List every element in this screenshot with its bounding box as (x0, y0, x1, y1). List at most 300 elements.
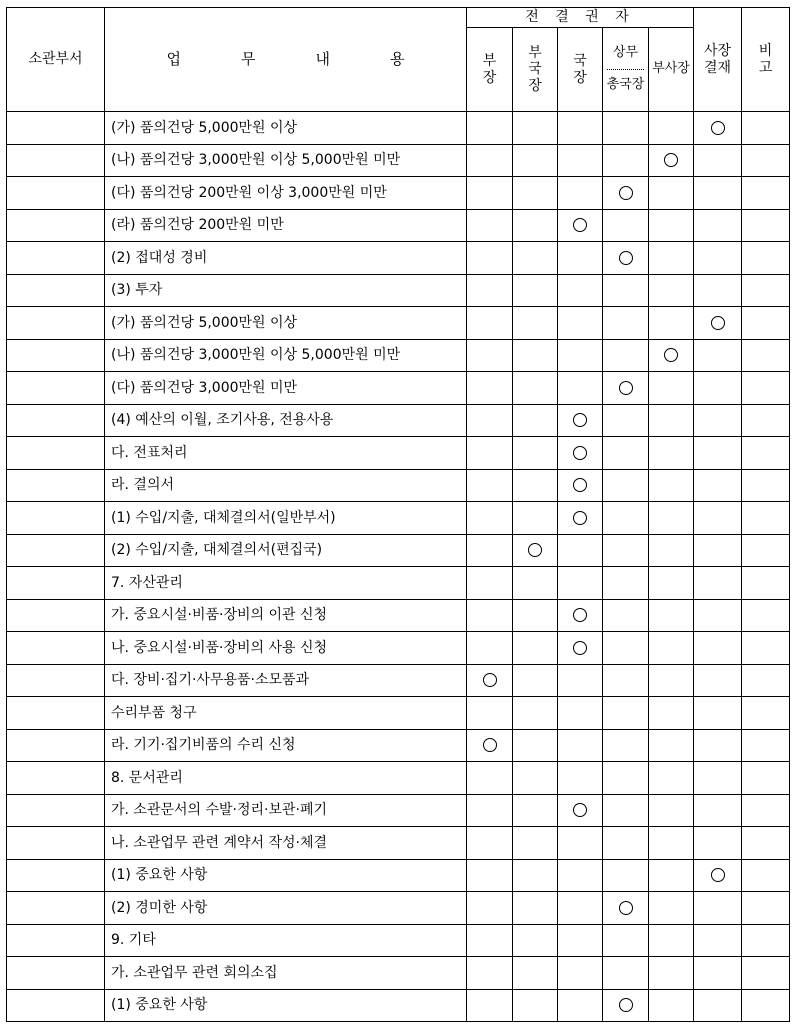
task-content: 7. 자산관리 (105, 567, 467, 600)
approval-cell (467, 989, 513, 1022)
task-content: (나) 품의건당 3,000만원 이상 5,000만원 미만 (105, 144, 467, 177)
task-content: (1) 중요한 사항 (105, 989, 467, 1022)
approval-mark-icon (711, 121, 725, 135)
table-row (7, 112, 790, 145)
approval-cell (603, 989, 649, 1022)
approval-cell (603, 794, 649, 827)
task-content: 라. 기기·집기비품의 수리 신청 (105, 729, 467, 762)
approval-cell (467, 794, 513, 827)
task-content: (2) 수입/지출, 대체결의서(편집국) (105, 534, 467, 567)
header-line: 부 (482, 53, 497, 70)
approval-cell (694, 274, 742, 307)
approval-cell (603, 372, 649, 405)
approval-mark-icon (483, 673, 497, 687)
table-row (7, 502, 790, 535)
approval-mark-icon (664, 348, 678, 362)
approval-cell (694, 827, 742, 860)
approval-cell (467, 307, 513, 340)
approval-cell (742, 697, 790, 730)
dept-cell (7, 697, 105, 730)
approval-cell (467, 242, 513, 275)
approval-cell (603, 502, 649, 535)
task-content: 9. 기타 (105, 924, 467, 957)
table-row (7, 534, 790, 567)
header-line: 국 (528, 61, 542, 78)
dept-cell (7, 209, 105, 242)
approval-cell (513, 534, 558, 567)
approval-cell (694, 372, 742, 405)
approval-cell (649, 924, 694, 957)
approval-cell (603, 697, 649, 730)
approval-mark-icon (711, 868, 725, 882)
approval-cell (513, 177, 558, 210)
approval-mark-icon (711, 316, 725, 330)
approval-cell (558, 144, 603, 177)
approval-cell (694, 242, 742, 275)
dept-cell (7, 112, 105, 145)
approval-cell (649, 534, 694, 567)
dept-cell (7, 827, 105, 860)
approval-mark-icon (528, 543, 542, 557)
dept-cell (7, 957, 105, 990)
approval-cell (649, 242, 694, 275)
approval-cell (649, 339, 694, 372)
table-row (7, 892, 790, 925)
table-row (7, 924, 790, 957)
approval-cell (558, 274, 603, 307)
header-remarks-line: 비 (758, 43, 773, 60)
table-row (7, 632, 790, 665)
task-content: 라. 결의서 (105, 469, 467, 502)
approval-cell (513, 697, 558, 730)
task-content: (다) 품의건당 200만원 이상 3,000만원 미만 (105, 177, 467, 210)
approval-cell (694, 144, 742, 177)
dept-cell (7, 307, 105, 340)
approval-cell (742, 274, 790, 307)
task-content: (2) 경미한 사항 (105, 892, 467, 925)
header-line: 국 (573, 53, 587, 70)
dept-cell (7, 404, 105, 437)
approval-cell (694, 599, 742, 632)
header-line: 장 (528, 77, 542, 94)
dept-cell (7, 372, 105, 405)
approval-cell (742, 957, 790, 990)
approval-cell (558, 859, 603, 892)
task-content: (3) 투자 (105, 274, 467, 307)
table-row (7, 469, 790, 502)
approval-cell (467, 664, 513, 697)
task-content: (나) 품의건당 3,000만원 이상 5,000만원 미만 (105, 339, 467, 372)
approval-cell (603, 827, 649, 860)
approval-cell (558, 989, 603, 1022)
approval-cell (513, 502, 558, 535)
dept-cell (7, 599, 105, 632)
approval-mark-icon (573, 413, 587, 427)
approval-cell (467, 859, 513, 892)
approval-cell (694, 469, 742, 502)
task-content: 수리부품 청구 (105, 697, 467, 730)
header-busajang: 부사장 (649, 28, 694, 112)
header-remarks (742, 8, 790, 112)
approval-cell (513, 892, 558, 925)
dept-cell (7, 794, 105, 827)
approval-cell (558, 339, 603, 372)
approval-cell (649, 664, 694, 697)
table-row (7, 697, 790, 730)
approval-cell (558, 794, 603, 827)
table-row (7, 957, 790, 990)
dept-cell (7, 664, 105, 697)
task-content: 나. 소관업무 관련 계약서 작성·체결 (105, 827, 467, 860)
approval-cell (513, 664, 558, 697)
approval-mark-icon (573, 478, 587, 492)
approval-cell (513, 112, 558, 145)
task-content: (다) 품의건당 3,000만원 미만 (105, 372, 467, 405)
approval-cell (603, 664, 649, 697)
approval-cell (742, 144, 790, 177)
approval-cell (513, 794, 558, 827)
approval-cell (558, 502, 603, 535)
dept-cell (7, 892, 105, 925)
table-row (7, 762, 790, 795)
approval-cell (694, 794, 742, 827)
approval-cell (467, 632, 513, 665)
approval-cell (742, 599, 790, 632)
header-content-char: 용 (390, 49, 405, 68)
approval-cell (694, 112, 742, 145)
approval-cell (694, 209, 742, 242)
approval-cell (558, 469, 603, 502)
approval-cell (603, 859, 649, 892)
approval-cell (742, 567, 790, 600)
approval-cell (513, 144, 558, 177)
approval-cell (742, 209, 790, 242)
dept-cell (7, 144, 105, 177)
approval-cell (558, 437, 603, 470)
approval-cell (742, 339, 790, 372)
approval-cell (467, 957, 513, 990)
task-content: 다. 전표처리 (105, 437, 467, 470)
approval-cell (513, 632, 558, 665)
task-content: (1) 수입/지출, 대체결의서(일반부서) (105, 502, 467, 535)
task-content: (가) 품의건당 5,000만원 이상 (105, 112, 467, 145)
approval-mark-icon (573, 446, 587, 460)
approval-cell (694, 762, 742, 795)
header-bujang (467, 28, 513, 112)
approval-cell (603, 339, 649, 372)
approval-cell (694, 567, 742, 600)
dept-cell (7, 437, 105, 470)
approval-cell (649, 469, 694, 502)
approval-cell (742, 437, 790, 470)
header-content-char: 무 (241, 49, 256, 68)
approval-cell (603, 209, 649, 242)
header-line: 장 (482, 69, 497, 86)
header-line: 부 (528, 45, 542, 62)
approval-cell (558, 567, 603, 600)
task-content: 다. 장비·집기·사무용품·소모품과 (105, 664, 467, 697)
task-content: (1) 중요한 사항 (105, 859, 467, 892)
approval-cell (603, 892, 649, 925)
table-row (7, 567, 790, 600)
approval-cell (467, 567, 513, 600)
header-president-line: 사장 (704, 43, 732, 60)
approval-mark-icon (573, 218, 587, 232)
approval-cell (558, 892, 603, 925)
approval-cell (603, 144, 649, 177)
approval-cell (467, 697, 513, 730)
approval-cell (603, 729, 649, 762)
approval-cell (467, 209, 513, 242)
approval-cell (467, 729, 513, 762)
approval-cell (694, 177, 742, 210)
approval-cell (513, 307, 558, 340)
approval-mark-icon (573, 803, 587, 817)
approval-cell (558, 664, 603, 697)
table-row (7, 827, 790, 860)
approval-cell (467, 112, 513, 145)
approval-cell (558, 534, 603, 567)
approval-cell (742, 112, 790, 145)
approval-cell (467, 404, 513, 437)
approval-cell (603, 469, 649, 502)
header-dept: 소관부서 (7, 8, 105, 112)
approval-cell (513, 372, 558, 405)
approval-cell (742, 177, 790, 210)
approval-cell (603, 307, 649, 340)
approval-mark-icon (664, 153, 678, 167)
approval-cell (742, 762, 790, 795)
dept-cell (7, 339, 105, 372)
approval-cell (603, 274, 649, 307)
approval-cell (694, 892, 742, 925)
approval-cell (513, 209, 558, 242)
approval-cell (558, 827, 603, 860)
approval-cell (513, 242, 558, 275)
approval-cell (467, 502, 513, 535)
approval-mark-icon (619, 998, 633, 1012)
task-content: 가. 소관업무 관련 회의소집 (105, 957, 467, 990)
approval-cell (467, 469, 513, 502)
header-content-char: 내 (315, 49, 330, 68)
approval-cell (603, 924, 649, 957)
approval-mark-icon (573, 608, 587, 622)
approval-cell (558, 697, 603, 730)
approval-cell (694, 859, 742, 892)
approval-cell (558, 924, 603, 957)
approval-cell (649, 437, 694, 470)
approval-cell (513, 859, 558, 892)
approval-cell (603, 567, 649, 600)
approval-cell (742, 729, 790, 762)
approval-cell (558, 762, 603, 795)
approval-mark-icon (573, 511, 587, 525)
dept-cell (7, 989, 105, 1022)
table-body (7, 112, 790, 1022)
approval-cell (742, 632, 790, 665)
approval-cell (513, 469, 558, 502)
approval-cell (558, 177, 603, 210)
approval-cell (603, 404, 649, 437)
table-row (7, 177, 790, 210)
approval-cell (467, 437, 513, 470)
dept-cell (7, 632, 105, 665)
approval-cell (742, 989, 790, 1022)
approval-cell (742, 859, 790, 892)
approval-cell (513, 729, 558, 762)
dept-cell (7, 469, 105, 502)
approval-cell (558, 372, 603, 405)
approval-mark-icon (619, 251, 633, 265)
approval-cell (742, 307, 790, 340)
approval-cell (694, 729, 742, 762)
approval-cell (603, 112, 649, 145)
task-content: 나. 중요시설·비품·장비의 사용 신청 (105, 632, 467, 665)
approval-cell (649, 794, 694, 827)
table-row (7, 729, 790, 762)
approval-cell (558, 729, 603, 762)
approval-cell (694, 502, 742, 535)
table-row (7, 404, 790, 437)
header-sangmu-bottom: 총국장 (606, 77, 645, 92)
approval-cell (467, 177, 513, 210)
approval-cell (649, 989, 694, 1022)
approval-cell (742, 534, 790, 567)
approval-cell (694, 924, 742, 957)
header-approver-group: 전 결 권 자 (467, 8, 694, 28)
approval-cell (558, 404, 603, 437)
approval-cell (649, 957, 694, 990)
approval-cell (694, 989, 742, 1022)
header-president-line: 결재 (704, 59, 732, 76)
dept-cell (7, 177, 105, 210)
table-row (7, 437, 790, 470)
table-row (7, 242, 790, 275)
approval-cell (467, 599, 513, 632)
approval-cell (513, 599, 558, 632)
approval-cell (694, 957, 742, 990)
header-content (105, 8, 467, 112)
approval-cell (649, 209, 694, 242)
approval-cell (467, 372, 513, 405)
approval-cell (694, 697, 742, 730)
table-row (7, 989, 790, 1022)
dept-cell (7, 859, 105, 892)
approval-cell (467, 274, 513, 307)
approval-cell (467, 827, 513, 860)
table-row (7, 274, 790, 307)
task-content: (4) 예산의 이월, 조기사용, 전용사용 (105, 404, 467, 437)
header-bugukjang (513, 28, 558, 112)
approval-mark-icon (483, 738, 497, 752)
approval-cell (603, 242, 649, 275)
approval-cell (649, 404, 694, 437)
approval-cell (558, 307, 603, 340)
table-row (7, 307, 790, 340)
approval-cell (649, 372, 694, 405)
header-gukjang (558, 28, 603, 112)
approval-cell (467, 339, 513, 372)
approval-cell (742, 404, 790, 437)
approval-cell (649, 567, 694, 600)
approval-cell (694, 339, 742, 372)
table-row (7, 664, 790, 697)
approval-mark-icon (619, 186, 633, 200)
approval-cell (649, 632, 694, 665)
approval-cell (742, 664, 790, 697)
table-row (7, 599, 790, 632)
approval-cell (694, 632, 742, 665)
approval-cell (558, 632, 603, 665)
approval-cell (513, 989, 558, 1022)
approval-cell (742, 827, 790, 860)
dept-cell (7, 762, 105, 795)
approval-cell (603, 534, 649, 567)
approval-cell (513, 957, 558, 990)
approval-cell (603, 437, 649, 470)
approval-cell (603, 957, 649, 990)
approval-cell (558, 112, 603, 145)
dept-cell (7, 242, 105, 275)
approval-cell (649, 307, 694, 340)
approval-cell (513, 762, 558, 795)
approval-cell (603, 177, 649, 210)
approval-cell (513, 274, 558, 307)
approval-cell (742, 372, 790, 405)
approval-cell (649, 112, 694, 145)
approval-cell (649, 502, 694, 535)
header-content-char: 업 (166, 49, 181, 68)
approval-mark-icon (619, 381, 633, 395)
approval-cell (649, 697, 694, 730)
task-content: (라) 품의건당 200만원 미만 (105, 209, 467, 242)
approval-cell (649, 177, 694, 210)
approval-cell (467, 892, 513, 925)
approval-cell (742, 469, 790, 502)
approval-cell (558, 242, 603, 275)
table-row (7, 339, 790, 372)
header-remarks-line: 고 (758, 59, 773, 76)
approval-cell (513, 924, 558, 957)
approval-mark-icon (573, 641, 587, 655)
table-row (7, 209, 790, 242)
approval-mark-icon (619, 901, 633, 915)
approval-cell (603, 762, 649, 795)
header-president (694, 8, 742, 112)
task-content: (2) 접대성 경비 (105, 242, 467, 275)
approval-cell (694, 664, 742, 697)
approval-cell (513, 339, 558, 372)
task-content: 가. 중요시설·비품·장비의 이관 신청 (105, 599, 467, 632)
approval-cell (603, 632, 649, 665)
approval-cell (742, 242, 790, 275)
approval-cell (558, 599, 603, 632)
dept-cell (7, 502, 105, 535)
approval-cell (467, 924, 513, 957)
approval-cell (603, 599, 649, 632)
approval-cell (513, 827, 558, 860)
dept-cell (7, 534, 105, 567)
approval-cell (513, 567, 558, 600)
table-row (7, 794, 790, 827)
dept-cell (7, 729, 105, 762)
header-sangmu (603, 28, 649, 112)
task-content: (가) 품의건당 5,000만원 이상 (105, 307, 467, 340)
approval-cell (649, 274, 694, 307)
dept-cell (7, 274, 105, 307)
approval-cell (558, 209, 603, 242)
task-content: 8. 문서관리 (105, 762, 467, 795)
